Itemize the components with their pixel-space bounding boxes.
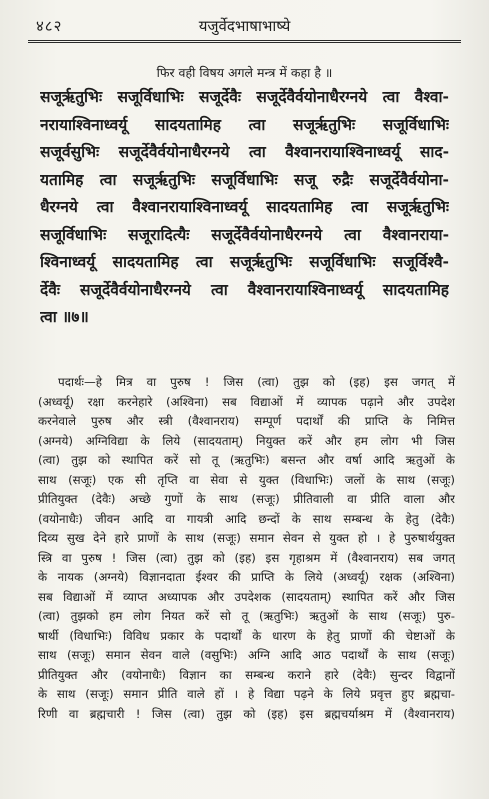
- meaning-line: प्रीतियुक्त (देवैः) अच्छे गुणों के साथ (सजूः) प्रीतिवाली वा प्रीति वाला और: [38, 492, 455, 506]
- header-rule: [28, 40, 461, 43]
- meaning-line: प्रीतियुक्त और (वयोनाधैः) विज्ञान का सम्बन्ध कराने हारे (देवैः) सुन्दर विद्वानों: [38, 667, 455, 682]
- meaning-line: के साथ (सजूः) समान प्रीति वाले हों । हे विद्या पढ़ने के लिये प्रवृत्त हुए ब्रह्मचा-: [38, 687, 455, 701]
- meaning-line: साथ (सजूः) समान सेवन वाले (वसुभिः) अग्नि आदि आठ पदार्थों के साथ (सजूः): [38, 648, 455, 662]
- mantra-intro: फिर वही विषय अगले मन्त्र में कहा है ॥: [156, 65, 333, 80]
- page-number: ४८२: [36, 17, 63, 35]
- running-title: यजुर्वेदभाषाभाष्ये: [198, 17, 291, 35]
- word-meaning-text: [38, 373, 455, 724]
- mantra-line: नरायाश्विनाध्वर्यू सादयतामिह त्वा सजूर्ऋतुभिः सजूर्विधाभिः: [40, 115, 449, 134]
- meaning-line: स्त्रि वा पुरुष ! जिस (त्वा) तुझ को (इह) इस गृहाश्रम में (वैश्वानराय) सब जगत्: [38, 550, 455, 565]
- mantra-line: सजूर्ऋतुभिः सजूर्विधाभिः सजूर्देवैः सजूर्देवैर्वयोनाधैरग्नये त्वा वैश्वा-: [40, 88, 449, 106]
- mantra-line: सजूर्विधाभिः सजूरादित्यैः सजूर्देवैर्वयोनाधैरग्नये त्वा वैश्वानराया-: [40, 225, 449, 244]
- meaning-line: (वयोनाधैः) जीवन आदि वा गायत्री आदि छन्दों के साथ सम्बन्ध के हेतु (देवैः): [38, 511, 455, 526]
- page-header: [28, 14, 461, 40]
- mantra-line: सजूर्वसुभिः सजूर्देवैर्वयोनाधैरग्नये त्वा वैश्वानरायाश्विनाध्वर्यू साद-: [40, 143, 449, 161]
- meaning-line: करनेवाले पुरुष और स्त्री (वैश्वानराय) सम्पूर्ण पदार्थों की प्राप्ति के निमित्त: [38, 414, 455, 428]
- mantra-line: श्विनाध्वर्यू सादयतामिह त्वा सजूर्ऋतुभिः सजूर्विधाभिः सजूर्विश्वै-: [40, 253, 449, 271]
- meaning-line: (अग्नये) अग्निविद्या के लिये (सादयताम्) नियुक्त करें और हम लोग भी जिस: [38, 433, 455, 448]
- meaning-line: (अध्वर्यू) रक्षा करनेहारे (अश्विना) सब विद्याओं में व्यापक पढ़ाने और उपदेश: [38, 394, 455, 409]
- meaning-line: सब विद्याओं में व्याप्त अध्यापक और उपदेशक (सादयताम्) स्थापित करें और जिस: [38, 589, 455, 604]
- mantra-line: यतामिह त्वा सजूर्ऋतुभिः सजूर्विधाभिः सजू रुद्रैः सजूर्देवैर्वयोना-: [40, 170, 449, 189]
- meaning-line: षार्थी (विधाभिः) विविध प्रकार के पदार्थों के धारण के हेतु प्राणों की चेष्टाओं के: [38, 628, 455, 643]
- meaning-line: दिव्य सुख देने हारे प्राणों के साथ (सजूः) समान सेवन से युक्त हो । हे पुरुषार्थयुक्त: [38, 531, 455, 545]
- meaning-line: के नायक (अग्नये) विज्ञानदाता ईश्वर की प्राप्ति के लिये (अध्वर्यू) रक्षक (अश्विना): [38, 570, 455, 584]
- mantra-line: र्देवैः सजूर्देवैर्वयोनाधैरग्नये त्वा वैश्वानरायाश्विनाध्वर्यू सादयतामिह: [40, 280, 449, 299]
- meaning-line: रिणी वा ब्रह्मचारी ! जिस (त्वा) तुझ को (इह) इस ब्रह्मचर्याश्रम में (वैश्वानराय): [38, 706, 455, 721]
- mantra-line: त्वा ॥७॥: [40, 308, 89, 326]
- meaning-line: साथ (सजूः) एक सी तृप्ति वा सेवा से युक्त (विधाभिः) जलों के साथ (सजूः): [38, 472, 455, 487]
- mantra-line: धैरग्नये त्वा वैश्वानरायाश्विनाध्वर्यू सादयतामिह त्वा सजूर्ऋतुभिः: [40, 198, 449, 216]
- meaning-line: (त्वा) तुझको हम लोग नियत करें सो तू (ऋतुभिः) ऋतुओं के साथ (सजूः) पुरु-: [38, 609, 455, 623]
- meaning-line: पदार्थः—हे मित्र वा पुरुष ! जिस (त्वा) तुझ को (इह) इस जगत् में: [58, 375, 455, 389]
- meaning-line: (त्वा) तुझ को स्थापित करें सो तू (ऋतुभिः) बसन्त और वर्षा आदि ऋतुओं के: [38, 453, 455, 467]
- mantra-text: [40, 84, 449, 332]
